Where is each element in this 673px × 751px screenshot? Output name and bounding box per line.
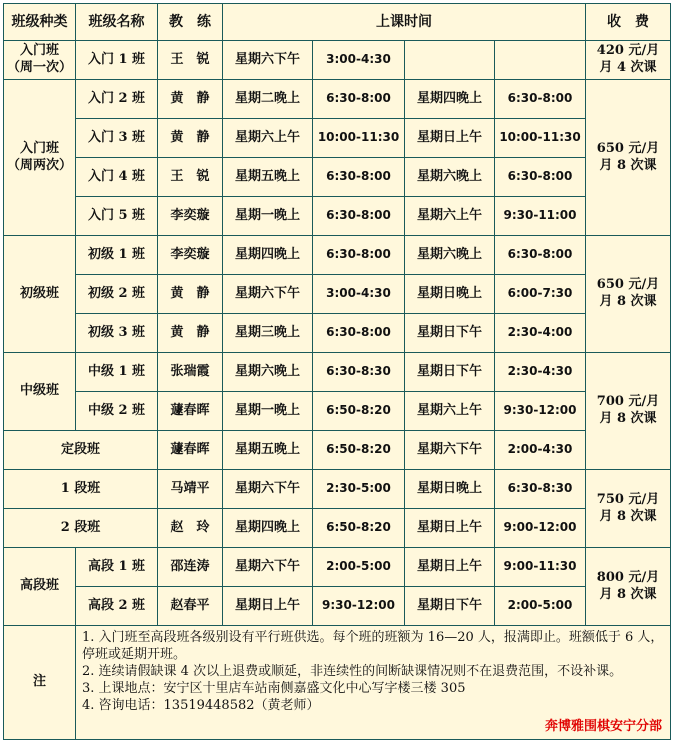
day-2: 星期日上午 bbox=[405, 119, 495, 158]
class-name: 中级 1 班 bbox=[76, 353, 158, 392]
day-1: 星期六下午 bbox=[223, 470, 313, 509]
day-1: 星期五晚上 bbox=[223, 158, 313, 197]
brand-signature: 奔博雅围棋安宁分部 bbox=[544, 719, 662, 735]
time-2: 6:00-7:30 bbox=[495, 275, 586, 314]
teacher: 蘧春晖 bbox=[158, 392, 223, 431]
fee-intro-twice: 650 元/月 月 8 次课 bbox=[586, 80, 671, 236]
category-dan2: 2 段班 bbox=[4, 509, 158, 548]
table-row bbox=[4, 470, 671, 509]
table-row bbox=[4, 353, 671, 392]
day-2: 星期日下午 bbox=[405, 353, 495, 392]
time-1: 6:30-8:00 bbox=[313, 314, 405, 353]
time-1: 2:00-5:00 bbox=[313, 548, 405, 587]
table-row bbox=[4, 119, 671, 158]
teacher: 蘧春晖 bbox=[158, 431, 223, 470]
note-line: 2. 连续请假缺课 4 次以上退费或顺延，非连续性的间断缺课情况则不在退费范围，不设补课。 bbox=[82, 663, 623, 679]
header-class-name: 班级名称 bbox=[76, 4, 158, 41]
time-1: 10:00-11:30 bbox=[313, 119, 405, 158]
time-2: 6:30-8:00 bbox=[495, 158, 586, 197]
header-fee: 收 费 bbox=[586, 4, 671, 41]
time-1: 6:30-8:30 bbox=[313, 353, 405, 392]
note-line: 3. 上课地点：安宁区十里店车站南侧嘉盛文化中心写字楼三楼 305 bbox=[82, 680, 466, 696]
table-row bbox=[4, 431, 671, 470]
category-intro-once: 入门班 （周一次） bbox=[4, 41, 76, 80]
time-2: 6:30-8:00 bbox=[495, 236, 586, 275]
day-1: 星期日上午 bbox=[223, 587, 313, 626]
category-intermediate: 中级班 bbox=[4, 353, 76, 431]
teacher: 张瑞霞 bbox=[158, 353, 223, 392]
table-row bbox=[4, 236, 671, 275]
time-2: 2:30-4:00 bbox=[495, 314, 586, 353]
day-2: 星期日晚上 bbox=[405, 275, 495, 314]
class-name: 入门 4 班 bbox=[76, 158, 158, 197]
day-1: 星期一晚上 bbox=[223, 392, 313, 431]
notes-label: 注 bbox=[4, 626, 76, 740]
day-2: 星期六晚上 bbox=[405, 236, 495, 275]
note-line: 1. 入门班至高段班各级别设有平行班供选。每个班的班额为 16—20 人，报满即止。班额低于 6 人，停班或延期开班。 bbox=[82, 630, 664, 662]
table-row bbox=[4, 158, 671, 197]
time-2: 6:30-8:00 bbox=[495, 80, 586, 119]
day-1: 星期六下午 bbox=[223, 41, 313, 80]
class-name: 入门 1 班 bbox=[76, 41, 158, 80]
day-1: 星期五晚上 bbox=[223, 431, 313, 470]
day-1: 星期六下午 bbox=[223, 548, 313, 587]
table-row bbox=[4, 275, 671, 314]
time-2: 2:00-4:30 bbox=[495, 431, 586, 470]
fee-dan: 750 元/月 月 8 次课 bbox=[586, 470, 671, 548]
table-row bbox=[4, 197, 671, 236]
table-row bbox=[4, 314, 671, 353]
class-name: 中级 2 班 bbox=[76, 392, 158, 431]
day-2: 星期日下午 bbox=[405, 314, 495, 353]
teacher: 黄 静 bbox=[158, 275, 223, 314]
teacher: 王 锐 bbox=[158, 158, 223, 197]
day-2: 星期六晚上 bbox=[405, 158, 495, 197]
time-1: 3:00-4:30 bbox=[313, 41, 405, 80]
day-2: 星期六上午 bbox=[405, 392, 495, 431]
day-1: 星期一晚上 bbox=[223, 197, 313, 236]
time-2: 9:30-12:00 bbox=[495, 392, 586, 431]
notes-content bbox=[76, 626, 671, 740]
table-row bbox=[4, 509, 671, 548]
day-1: 星期四晚上 bbox=[223, 236, 313, 275]
class-name: 入门 2 班 bbox=[76, 80, 158, 119]
time-2: 9:00-11:30 bbox=[495, 548, 586, 587]
class-name: 高段 2 班 bbox=[76, 587, 158, 626]
schedule-table bbox=[3, 3, 671, 740]
time-1: 2:30-5:00 bbox=[313, 470, 405, 509]
day-2 bbox=[405, 41, 495, 80]
fee-beginner: 650 元/月 月 8 次课 bbox=[586, 236, 671, 353]
teacher: 黄 静 bbox=[158, 80, 223, 119]
day-1: 星期四晚上 bbox=[223, 509, 313, 548]
table-row bbox=[4, 392, 671, 431]
teacher: 马靖平 bbox=[158, 470, 223, 509]
note-line: 4. 咨询电话：13519448582（黄老师） bbox=[82, 697, 320, 713]
fee-advanced: 800 元/月 月 8 次课 bbox=[586, 548, 671, 626]
notes-row bbox=[4, 626, 671, 740]
time-1: 6:50-8:20 bbox=[313, 509, 405, 548]
teacher: 李奕璇 bbox=[158, 236, 223, 275]
teacher: 黄 静 bbox=[158, 314, 223, 353]
class-name: 初级 2 班 bbox=[76, 275, 158, 314]
time-1: 6:30-8:00 bbox=[313, 158, 405, 197]
time-2: 10:00-11:30 bbox=[495, 119, 586, 158]
teacher: 邵连涛 bbox=[158, 548, 223, 587]
teacher: 王 锐 bbox=[158, 41, 223, 80]
day-2: 星期六下午 bbox=[405, 431, 495, 470]
time-2: 9:00-12:00 bbox=[495, 509, 586, 548]
day-1: 星期三晚上 bbox=[223, 314, 313, 353]
teacher: 赵春平 bbox=[158, 587, 223, 626]
time-1: 6:50-8:20 bbox=[313, 431, 405, 470]
teacher: 赵 玲 bbox=[158, 509, 223, 548]
category-advanced: 高段班 bbox=[4, 548, 76, 626]
day-2: 星期四晚上 bbox=[405, 80, 495, 119]
day-2: 星期日上午 bbox=[405, 509, 495, 548]
class-name: 入门 5 班 bbox=[76, 197, 158, 236]
time-1: 6:30-8:00 bbox=[313, 236, 405, 275]
category-dan: 定段班 bbox=[4, 431, 158, 470]
table-row bbox=[4, 80, 671, 119]
class-name: 入门 3 班 bbox=[76, 119, 158, 158]
fee-intro-once: 420 元/月 月 4 次课 bbox=[586, 41, 671, 80]
time-2: 2:00-5:00 bbox=[495, 587, 586, 626]
teacher: 黄 静 bbox=[158, 119, 223, 158]
day-2: 星期日下午 bbox=[405, 587, 495, 626]
class-name: 初级 1 班 bbox=[76, 236, 158, 275]
class-name: 初级 3 班 bbox=[76, 314, 158, 353]
time-1: 6:30-8:00 bbox=[313, 197, 405, 236]
day-2: 星期六上午 bbox=[405, 197, 495, 236]
table-row bbox=[4, 41, 671, 80]
day-2: 星期日晚上 bbox=[405, 470, 495, 509]
time-1: 6:30-8:00 bbox=[313, 80, 405, 119]
category-dan1: 1 段班 bbox=[4, 470, 158, 509]
day-1: 星期二晚上 bbox=[223, 80, 313, 119]
class-name: 高段 1 班 bbox=[76, 548, 158, 587]
time-1: 9:30-12:00 bbox=[313, 587, 405, 626]
header-row bbox=[4, 4, 671, 41]
day-1: 星期六上午 bbox=[223, 119, 313, 158]
teacher: 李奕璇 bbox=[158, 197, 223, 236]
time-2 bbox=[495, 41, 586, 80]
fee-intermediate: 700 元/月 月 8 次课 bbox=[586, 353, 671, 470]
table-row bbox=[4, 587, 671, 626]
time-2: 6:30-8:30 bbox=[495, 470, 586, 509]
time-2: 9:30-11:00 bbox=[495, 197, 586, 236]
header-teacher: 教 练 bbox=[158, 4, 223, 41]
table-row bbox=[4, 548, 671, 587]
day-1: 星期六晚上 bbox=[223, 353, 313, 392]
time-1: 6:50-8:20 bbox=[313, 392, 405, 431]
day-2: 星期日上午 bbox=[405, 548, 495, 587]
time-2: 2:30-4:30 bbox=[495, 353, 586, 392]
category-intro-twice: 入门班 （周两次） bbox=[4, 80, 76, 236]
day-1: 星期六下午 bbox=[223, 275, 313, 314]
header-schedule: 上课时间 bbox=[223, 4, 586, 41]
time-1: 3:00-4:30 bbox=[313, 275, 405, 314]
category-beginner: 初级班 bbox=[4, 236, 76, 353]
header-category: 班级种类 bbox=[4, 4, 76, 41]
